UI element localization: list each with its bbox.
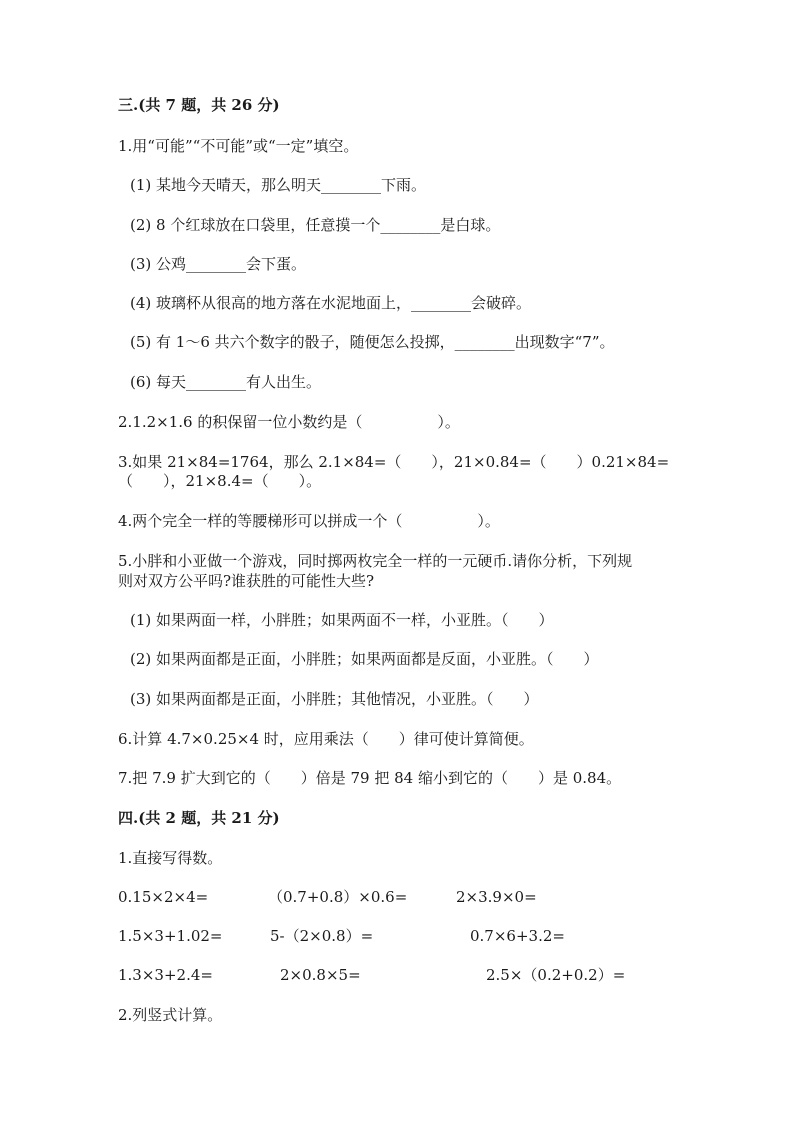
q6-text: 6.计算 4.7×0.25×4 时，应用乘法（ ）律可使计算简便。 <box>118 730 534 748</box>
section-4-heading: 四.(共 2 题，共 21 分) <box>118 809 280 827</box>
q5-item-2: (2) 如果两面都是正面，小胖胜；如果两面都是反面，小亚胜。（ ） <box>130 650 599 668</box>
s4-q2-title: 2.列竖式计算。 <box>118 1006 223 1024</box>
q2-text: 2.1.2×1.6 的积保留一位小数约是（ ）。 <box>118 413 460 431</box>
q5-item-1: (1) 如果两面一样，小胖胜；如果两面不一样，小亚胜。（ ） <box>130 611 554 629</box>
q1-title: 1.用“可能”“不可能”或“一定”填空。 <box>118 137 359 155</box>
q1-item-3: (3) 公鸡________会下蛋。 <box>130 255 307 273</box>
section-3-heading: 三.(共 7 题，共 26 分) <box>118 96 280 114</box>
calc-r3-c1: 1.3×3+2.4= <box>118 966 213 984</box>
q3-line-2: （ ），21×8.4=（ ）。 <box>118 472 322 490</box>
q5-item-3: (3) 如果两面都是正面，小胖胜；其他情况，小亚胜。（ ） <box>130 690 539 708</box>
calc-r1-c2: （0.7+0.8）×0.6= <box>268 888 408 906</box>
s4-q1-title: 1.直接写得数。 <box>118 849 223 867</box>
calc-r3-c2: 2×0.8×5= <box>280 966 361 984</box>
q4-text: 4.两个完全一样的等腰梯形可以拼成一个（ ）。 <box>118 512 500 530</box>
calc-r2-c3: 0.7×6+3.2= <box>470 927 565 945</box>
q7-text: 7.把 7.9 扩大到它的（ ）倍是 79 把 84 缩小到它的（ ）是 0.84。 <box>118 769 622 787</box>
q1-item-5: (5) 有 1～6 共六个数字的骰子，随便怎么投掷，________出现数字“7”。 <box>130 333 615 351</box>
q5-line-2: 则对双方公平吗?谁获胜的可能性大些? <box>118 572 375 590</box>
q3-line-1: 3.如果 21×84=1764，那么 2.1×84=（ ），21×0.84=（ ）0.21×84= <box>118 453 670 471</box>
q1-item-6: (6) 每天________有人出生。 <box>130 373 322 391</box>
calc-r2-c1: 1.5×3+1.02= <box>118 927 223 945</box>
q1-item-4: (4) 玻璃杯从很高的地方落在水泥地面上，________会破碎。 <box>130 294 532 312</box>
q1-item-2: (2) 8 个红球放在口袋里，任意摸一个________是白球。 <box>130 216 501 234</box>
q1-item-1: (1) 某地今天晴天，那么明天________下雨。 <box>130 176 427 194</box>
q5-line-1: 5.小胖和小亚做一个游戏，同时掷两枚完全一样的一元硬币.请你分析，下列规 <box>118 552 633 570</box>
calc-r1-c3: 2×3.9×0= <box>456 888 537 906</box>
calc-r3-c3: 2.5×（0.2+0.2）= <box>486 966 626 984</box>
calc-r1-c1: 0.15×2×4= <box>118 888 209 906</box>
calc-r2-c2: 5-（2×0.8）= <box>270 927 374 945</box>
